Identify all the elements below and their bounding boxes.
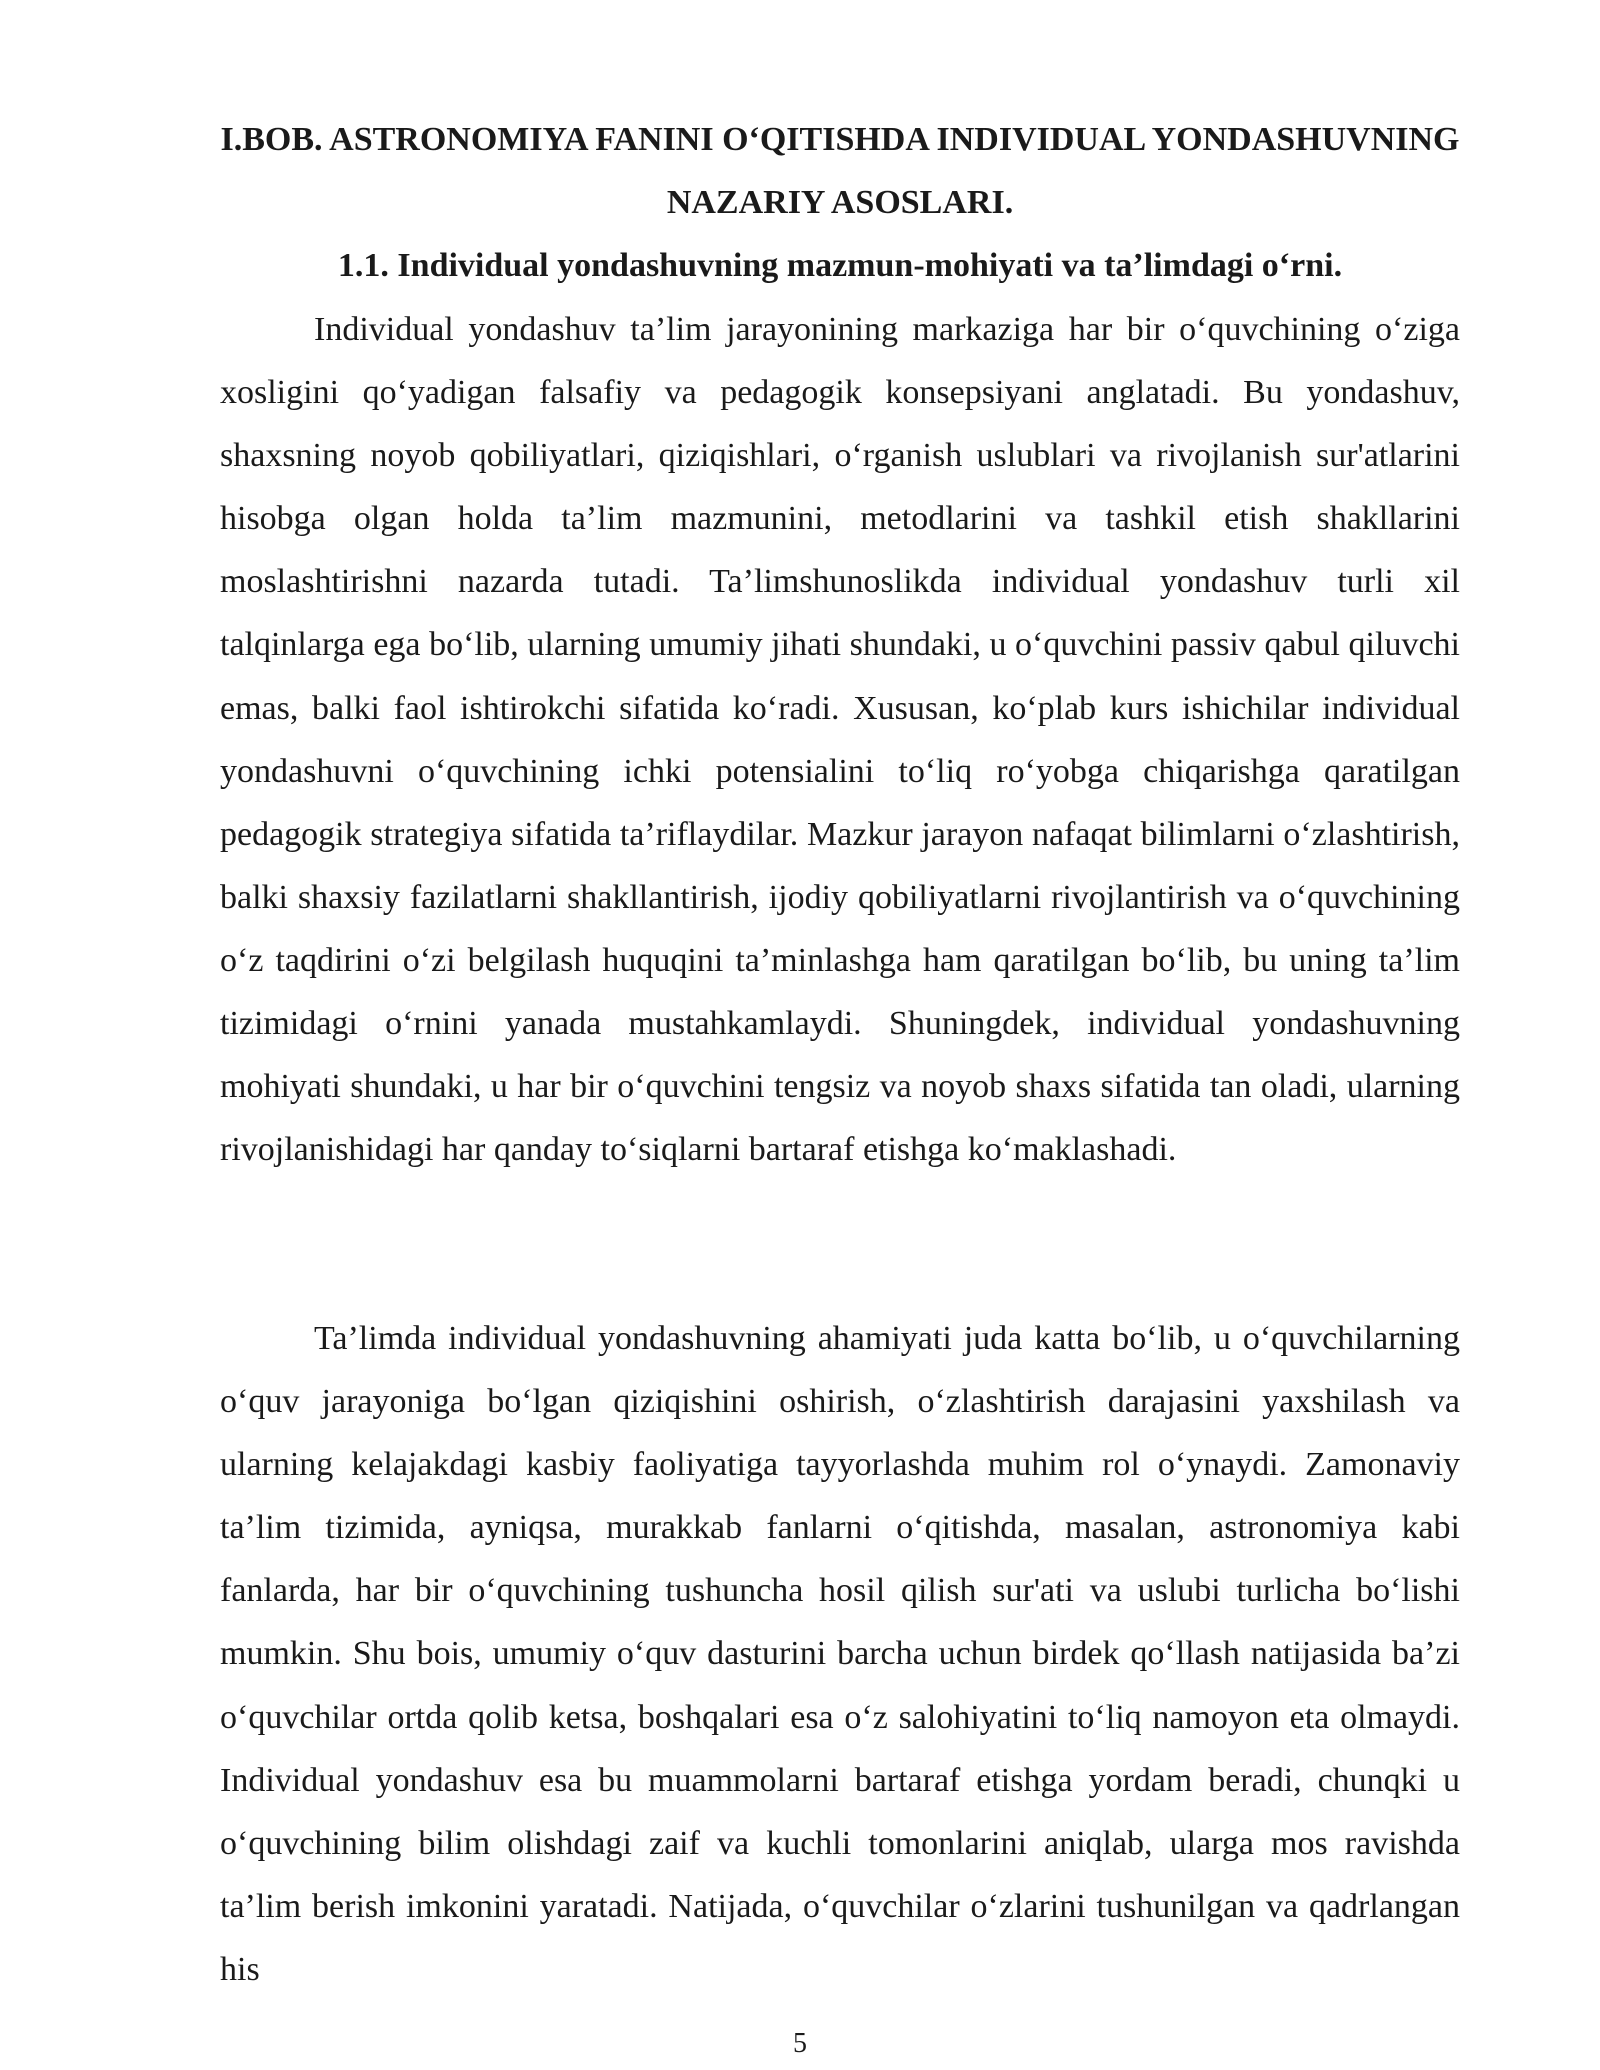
body-paragraph: Individual yondashuv ta’lim jarayonining markaziga har bir o‘quvchining o‘ziga xosligini qo‘yadigan falsafiy va pedagogik konsepsiyani anglatadi. Bu yondashuv, shaxsning noyob qobiliyatlari, qiziqishlari, o‘rganish uslublari va rivojlanish sur'atlarini hisobga olgan holda ta’lim mazmunini, metodlarini va tashkil etish shakllarini moslashtirishni nazarda tutadi. Ta’limshunoslikda individual yondashuv turli xil talqinlarga ega bo‘lib, ularning umumiy jihati shundaki, u o‘quvchini passiv qabul qiluvchi emas, balki faol ishtirokchi sifatida ko‘radi. Xususan, ko‘plab kurs ishichilar individual yondashuvni o‘quvchining ichki potensialini to‘liq ro‘yobga chiqarishga qaratilgan pedagogik strategiya sifatida ta’riflaydilar. Mazkur jarayon nafaqat bilimlarni o‘zlashtirish, balki shaxsiy fazilatlarni shakllantirish, ijodiy qobiliyatlarni rivojlantirish va o‘quvchining o‘z taqdirini o‘zi belgilash huquqini ta’minlashga ham qaratilgan bo‘lib, bu uning ta’lim tizimidagi o‘rnini yanada mustahkamlaydi. Shuningdek, individual yondashuvning mohiyati shundaki, u har bir o‘quvchini tengsiz va noyob shaxs sifatida tan oladi, ularning rivojlanishidagi har qanday to‘siqlarni bartaraf etishga ko‘maklashadi.	[220, 311, 1460, 1169]
section-title: 1.1. Individual yondashuvning mazmun-mohiyati va ta’limdagi o‘rni.	[337, 247, 1343, 284]
page-number: 5	[793, 2028, 807, 2059]
chapter-title: I.BOB. ASTRONOMIYA FANINI O‘QITISHDA INDIVIDUAL YONDASHUVNING NAZARIY ASOSLARI.	[220, 121, 1460, 221]
body-paragraph: Ta’limda individual yondashuvning ahamiyati juda katta bo‘lib, u o‘quvchilarning o‘quv jarayoniga bo‘lgan qiziqishini oshirish, o‘zlashtirish darajasini yaxshilash va ularning kelajakdagi kasbiy faoliyatiga tayyorlashda muhim rol o‘ynaydi. Zamonaviy ta’lim tizimida, ayniqsa, murakkab fanlarni o‘qitishda, masalan, astronomiya kabi fanlarda, har bir o‘quvchining tushuncha hosil qilish sur'ati va uslubi turlicha bo‘lishi mumkin. Shu bois, umumiy o‘quv dasturini barcha uchun birdek qo‘llash natijasida ba’zi o‘quvchilar ortda qolib ketsa, boshqalari esa o‘z salohiyatini to‘liq namoyon eta olmaydi. Individual yondashuv esa bu muammolarni bartaraf etishga yordam beradi, chunqki u o‘quvchining bilim olishdagi zaif va kuchli tomonlarini aniqlab, ularga mos ravishda ta’lim berish imkonini yaratadi. Natijada, o‘quvchilar o‘zlarini tushunilgan va qadrlangan his	[220, 1320, 1460, 1988]
